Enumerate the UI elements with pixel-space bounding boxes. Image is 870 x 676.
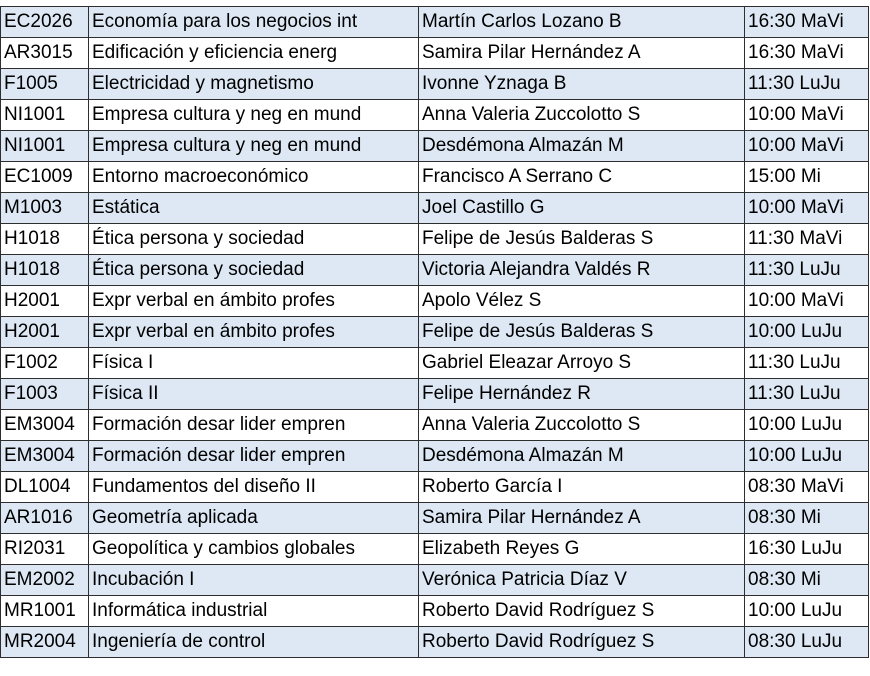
course-name-cell[interactable]: Informática industrial xyxy=(89,596,419,627)
professor-cell[interactable]: Francisco A Serrano C xyxy=(419,162,745,193)
table-row xyxy=(1,224,869,255)
professor-cell[interactable]: Felipe Hernández R xyxy=(419,379,745,410)
course-code-cell[interactable]: H2001 xyxy=(1,317,89,348)
course-code-cell[interactable]: F1005 xyxy=(1,69,89,100)
schedule-time-cell[interactable]: 10:00 LuJu xyxy=(745,317,869,348)
table-row xyxy=(1,565,869,596)
professor-cell[interactable]: Anna Valeria Zuccolotto S xyxy=(419,410,745,441)
course-name-cell[interactable]: Empresa cultura y neg en mund xyxy=(89,131,419,162)
schedule-time-cell[interactable]: 08:30 MaVi xyxy=(745,472,869,503)
course-name-cell[interactable]: Expr verbal en ámbito profes xyxy=(89,286,419,317)
schedule-time-cell[interactable]: 10:00 LuJu xyxy=(745,596,869,627)
professor-cell[interactable]: Felipe de Jesús Balderas S xyxy=(419,317,745,348)
table-row xyxy=(1,534,869,565)
professor-cell[interactable]: Joel Castillo G xyxy=(419,193,745,224)
professor-cell[interactable]: Roberto García I xyxy=(419,472,745,503)
table-row xyxy=(1,193,869,224)
course-code-cell[interactable]: AR3015 xyxy=(1,38,89,69)
course-name-cell[interactable]: Geometría aplicada xyxy=(89,503,419,534)
schedule-time-cell[interactable]: 10:00 LuJu xyxy=(745,410,869,441)
schedule-time-cell[interactable]: 11:30 LuJu xyxy=(745,255,869,286)
table-row xyxy=(1,627,869,658)
professor-cell[interactable]: Verónica Patricia Díaz V xyxy=(419,565,745,596)
course-code-cell[interactable]: EC1009 xyxy=(1,162,89,193)
professor-cell[interactable]: Roberto David Rodríguez S xyxy=(419,627,745,658)
schedule-time-cell[interactable]: 08:30 Mi xyxy=(745,565,869,596)
course-code-cell[interactable]: H1018 xyxy=(1,255,89,286)
course-code-cell[interactable]: DL1004 xyxy=(1,472,89,503)
course-code-cell[interactable]: AR1016 xyxy=(1,503,89,534)
professor-cell[interactable]: Felipe de Jesús Balderas S xyxy=(419,224,745,255)
table-row xyxy=(1,379,869,410)
table-row xyxy=(1,472,869,503)
table-row xyxy=(1,162,869,193)
course-code-cell[interactable]: EM3004 xyxy=(1,410,89,441)
schedule-time-cell[interactable]: 10:00 MaVi xyxy=(745,193,869,224)
schedule-time-cell[interactable]: 11:30 MaVi xyxy=(745,224,869,255)
schedule-time-cell[interactable]: 08:30 Mi xyxy=(745,503,869,534)
schedule-time-cell[interactable]: 16:30 MaVi xyxy=(745,7,869,38)
professor-cell[interactable]: Martín Carlos Lozano B xyxy=(419,7,745,38)
schedule-time-cell[interactable]: 11:30 LuJu xyxy=(745,348,869,379)
course-code-cell[interactable]: EM3004 xyxy=(1,441,89,472)
schedule-time-cell[interactable]: 16:30 MaVi xyxy=(745,38,869,69)
course-name-cell[interactable]: Incubación I xyxy=(89,565,419,596)
course-code-cell[interactable]: H2001 xyxy=(1,286,89,317)
professor-cell[interactable]: Roberto David Rodríguez S xyxy=(419,596,745,627)
course-code-cell[interactable]: EC2026 xyxy=(1,7,89,38)
schedule-time-cell[interactable]: 15:00 Mi xyxy=(745,162,869,193)
table-row xyxy=(1,69,869,100)
course-code-cell[interactable]: H1018 xyxy=(1,224,89,255)
table-body xyxy=(1,7,869,658)
course-code-cell[interactable]: M1003 xyxy=(1,193,89,224)
course-name-cell[interactable]: Electricidad y magnetismo xyxy=(89,69,419,100)
schedule-time-cell[interactable]: 10:00 MaVi xyxy=(745,286,869,317)
course-code-cell[interactable]: F1003 xyxy=(1,379,89,410)
schedule-time-cell[interactable]: 11:30 LuJu xyxy=(745,379,869,410)
table-row xyxy=(1,131,869,162)
course-name-cell[interactable]: Física II xyxy=(89,379,419,410)
schedule-time-cell[interactable]: 10:00 MaVi xyxy=(745,100,869,131)
professor-cell[interactable]: Victoria Alejandra Valdés R xyxy=(419,255,745,286)
course-name-cell[interactable]: Ingeniería de control xyxy=(89,627,419,658)
table-row xyxy=(1,7,869,38)
schedule-time-cell[interactable]: 10:00 MaVi xyxy=(745,131,869,162)
schedule-time-cell[interactable]: 08:30 LuJu xyxy=(745,627,869,658)
schedule-time-cell[interactable]: 16:30 LuJu xyxy=(745,534,869,565)
course-name-cell[interactable]: Estática xyxy=(89,193,419,224)
course-name-cell[interactable]: Fundamentos del diseño II xyxy=(89,472,419,503)
table-row xyxy=(1,286,869,317)
course-code-cell[interactable]: RI2031 xyxy=(1,534,89,565)
course-code-cell[interactable]: MR1001 xyxy=(1,596,89,627)
course-code-cell[interactable]: NI1001 xyxy=(1,131,89,162)
table-row xyxy=(1,100,869,131)
professor-cell[interactable]: Samira Pilar Hernández A xyxy=(419,38,745,69)
table-row xyxy=(1,348,869,379)
professor-cell[interactable]: Anna Valeria Zuccolotto S xyxy=(419,100,745,131)
course-name-cell[interactable]: Empresa cultura y neg en mund xyxy=(89,100,419,131)
schedule-time-cell[interactable]: 10:00 LuJu xyxy=(745,441,869,472)
professor-cell[interactable]: Ivonne Yznaga B xyxy=(419,69,745,100)
course-name-cell[interactable]: Entorno macroeconómico xyxy=(89,162,419,193)
table-row xyxy=(1,596,869,627)
course-name-cell[interactable]: Ética persona y sociedad xyxy=(89,255,419,286)
course-code-cell[interactable]: NI1001 xyxy=(1,100,89,131)
course-name-cell[interactable]: Expr verbal en ámbito profes xyxy=(89,317,419,348)
professor-cell[interactable]: Desdémona Almazán M xyxy=(419,441,745,472)
table-row xyxy=(1,255,869,286)
course-name-cell[interactable]: Formación desar lider empren xyxy=(89,441,419,472)
course-name-cell[interactable]: Geopolítica y cambios globales xyxy=(89,534,419,565)
course-code-cell[interactable]: MR2004 xyxy=(1,627,89,658)
course-schedule-table xyxy=(0,6,869,658)
course-code-cell[interactable]: F1002 xyxy=(1,348,89,379)
course-name-cell[interactable]: Ética persona y sociedad xyxy=(89,224,419,255)
course-name-cell[interactable]: Física I xyxy=(89,348,419,379)
table-row xyxy=(1,317,869,348)
professor-cell[interactable]: Samira Pilar Hernández A xyxy=(419,503,745,534)
course-name-cell[interactable]: Economía para los negocios int xyxy=(89,7,419,38)
course-code-cell[interactable]: EM2002 xyxy=(1,565,89,596)
table-row xyxy=(1,441,869,472)
professor-cell[interactable]: Elizabeth Reyes G xyxy=(419,534,745,565)
table-row xyxy=(1,38,869,69)
professor-cell[interactable]: Gabriel Eleazar Arroyo S xyxy=(419,348,745,379)
table-row xyxy=(1,503,869,534)
professor-cell[interactable]: Apolo Vélez S xyxy=(419,286,745,317)
course-name-cell[interactable]: Edificación y eficiencia energ xyxy=(89,38,419,69)
professor-cell[interactable]: Desdémona Almazán M xyxy=(419,131,745,162)
course-name-cell[interactable]: Formación desar lider empren xyxy=(89,410,419,441)
schedule-time-cell[interactable]: 11:30 LuJu xyxy=(745,69,869,100)
table-row xyxy=(1,410,869,441)
